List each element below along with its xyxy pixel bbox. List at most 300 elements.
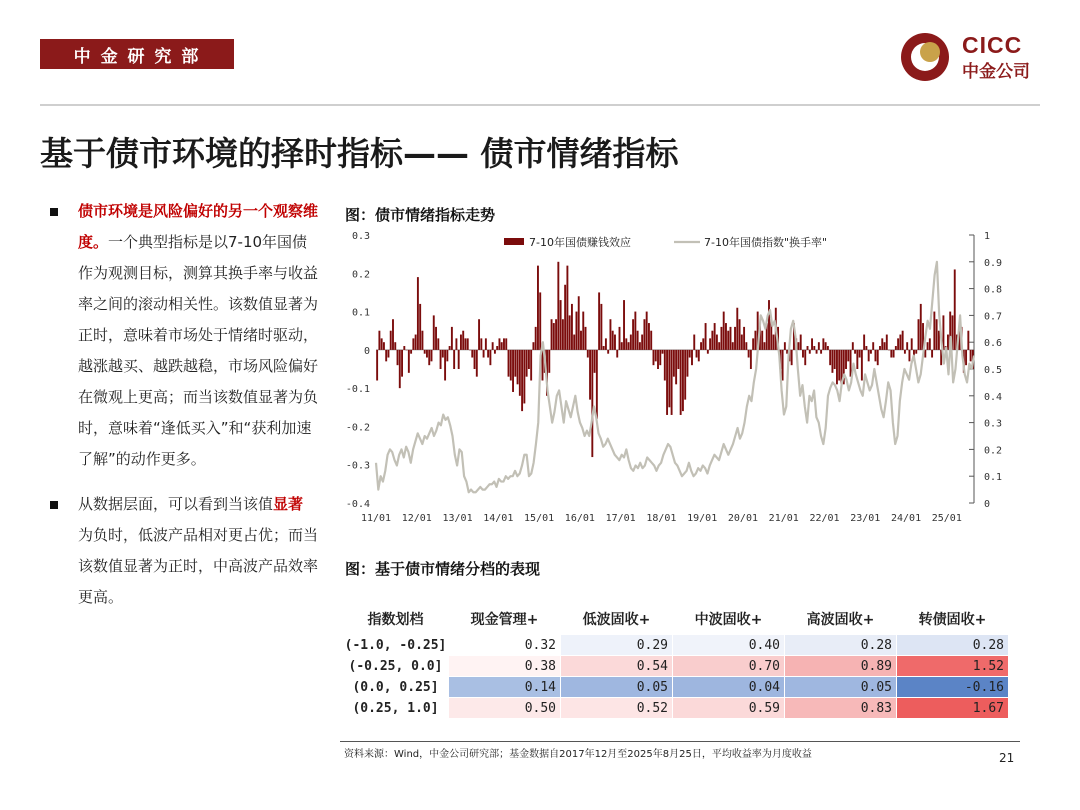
right-tick-label: 0.9 (984, 257, 1003, 269)
x-tick-label: 22/01 (809, 513, 840, 524)
x-tick-label: 12/01 (401, 513, 432, 524)
bar (462, 331, 464, 350)
bar (576, 312, 578, 350)
bar (890, 350, 892, 358)
bar (641, 335, 643, 350)
bar (421, 331, 423, 350)
table-cell: 0.50 (449, 698, 561, 719)
bar (625, 338, 627, 349)
left-tick-label: -0.2 (345, 422, 370, 434)
table-cell: 0.14 (449, 677, 561, 698)
bar (403, 346, 405, 350)
right-tick-label: 0.4 (984, 391, 1003, 403)
bar (385, 350, 387, 361)
bar (856, 350, 858, 369)
bar (433, 315, 435, 349)
table-row (343, 677, 1009, 698)
bar (836, 350, 838, 384)
table-cell: 0.40 (673, 635, 785, 656)
right-tick-label: 0.7 (984, 311, 1003, 323)
bullet-item-1 (48, 196, 318, 475)
bar (682, 350, 684, 411)
bar (474, 350, 476, 369)
bar (659, 350, 661, 365)
bar (508, 350, 510, 377)
bar (698, 350, 700, 361)
bar (585, 327, 587, 350)
bar (863, 335, 865, 350)
x-tick-label: 17/01 (605, 513, 636, 524)
right-tick-label: 0.8 (984, 284, 1003, 296)
bar (510, 350, 512, 381)
bar (811, 338, 813, 349)
bar (419, 304, 421, 350)
bar (539, 292, 541, 349)
bar (455, 338, 457, 349)
table-cell: 0.38 (449, 656, 561, 677)
bar (865, 346, 867, 350)
bar (868, 350, 870, 361)
bar (861, 350, 863, 381)
bar (714, 323, 716, 350)
bar (648, 323, 650, 350)
bar (621, 342, 623, 350)
bar (739, 319, 741, 350)
bar (725, 323, 727, 350)
bar (442, 350, 444, 358)
bar (417, 277, 419, 350)
x-tick-label: 16/01 (564, 513, 595, 524)
bar (634, 312, 636, 350)
bar (501, 342, 503, 350)
bar (809, 350, 811, 354)
bar (743, 327, 745, 350)
bar (643, 319, 645, 350)
bar (492, 342, 494, 350)
table-cell: 0.05 (785, 677, 897, 698)
bar (614, 335, 616, 350)
left-tick-label: 0 (363, 345, 370, 357)
page-title: 基于债市环境的择时指标—— 债市情绪指标 (40, 134, 679, 173)
table-title: 图：基于债市情绪分档的表现 (345, 560, 541, 578)
table-header-row (343, 604, 1009, 635)
row-bin-label: (-0.25, 0.0] (343, 656, 449, 677)
bar (791, 350, 793, 365)
right-axis (969, 231, 1002, 510)
bar (476, 350, 478, 377)
bar (820, 350, 822, 354)
left-tick-label: 0.3 (351, 231, 370, 242)
bar (970, 350, 972, 361)
bar (503, 338, 505, 349)
bar (557, 262, 559, 350)
bar (388, 350, 390, 358)
bar (920, 304, 922, 350)
bar (392, 319, 394, 350)
bar (548, 350, 550, 373)
table-cell: 0.04 (673, 677, 785, 698)
bar (596, 350, 598, 419)
bar (630, 335, 632, 350)
table-cell: 0.32 (449, 635, 561, 656)
line-series (376, 262, 974, 492)
bar (827, 346, 829, 350)
bar (458, 350, 460, 369)
bar (908, 350, 910, 361)
turnover-line (376, 262, 974, 492)
header-mid-vol: 中波固收+ (694, 612, 763, 628)
bar (965, 350, 967, 365)
bar (918, 319, 920, 350)
bar (709, 338, 711, 349)
bar (807, 346, 809, 350)
bar (598, 292, 600, 349)
bar (424, 350, 426, 354)
bar (519, 350, 521, 396)
bar (512, 350, 514, 392)
table-cell: 0.28 (785, 635, 897, 656)
header-cash-plus: 现金管理+ (470, 612, 539, 628)
bar (589, 350, 591, 400)
bar (471, 350, 473, 358)
bar (600, 304, 602, 350)
bar (394, 342, 396, 350)
bar (893, 350, 895, 358)
bar (560, 300, 562, 350)
bar (514, 350, 516, 377)
bar (564, 285, 566, 350)
bar (655, 350, 657, 361)
source-note: 资料来源：Wind，中金公司研究部；基金数据自2017年12月至2025年8月25日，平均收益率为月度收益 (344, 749, 812, 760)
bar (884, 342, 886, 350)
bar (628, 342, 630, 350)
left-tick-label: -0.1 (345, 384, 370, 396)
bar (632, 319, 634, 350)
bar (517, 350, 519, 384)
bar (911, 338, 913, 349)
bar (752, 338, 754, 349)
bar (954, 269, 956, 349)
bar (875, 350, 877, 361)
bullet-2-highlight: 显著 (273, 495, 304, 513)
page-number: 21 (999, 751, 1015, 765)
bar (505, 338, 507, 349)
bar (487, 350, 489, 358)
bar (773, 335, 775, 350)
bar (798, 342, 800, 350)
bar (446, 350, 448, 361)
bar (804, 350, 806, 365)
bar (854, 350, 856, 354)
bar (931, 350, 933, 358)
bar (736, 308, 738, 350)
bar (680, 350, 682, 415)
bar (748, 350, 750, 358)
bar (684, 350, 686, 400)
right-tick-label: 0.1 (984, 472, 1003, 484)
bar (741, 335, 743, 350)
bar (732, 342, 734, 350)
x-tick-label: 13/01 (442, 513, 473, 524)
right-tick-label: 0.3 (984, 418, 1003, 430)
bar (881, 338, 883, 349)
bar (768, 300, 770, 350)
table-cell: 0.70 (673, 656, 785, 677)
bar (532, 342, 534, 350)
bar (449, 346, 451, 350)
x-tick-label: 14/01 (483, 513, 514, 524)
bar (440, 350, 442, 369)
bar (412, 338, 414, 349)
bar (605, 338, 607, 349)
bar (376, 350, 378, 381)
left-tick-label: -0.3 (345, 460, 370, 472)
bar (967, 331, 969, 350)
logo-text-en: CICC (962, 32, 1023, 58)
bar (573, 335, 575, 350)
x-tick-label: 25/01 (931, 513, 962, 524)
bar (671, 350, 673, 415)
bar (705, 323, 707, 350)
bar (700, 342, 702, 350)
bullet-2-lead: 从数据层面，可以看到当该值 (78, 495, 274, 513)
right-tick-label: 1 (984, 231, 991, 242)
bullet-square-icon (50, 501, 58, 509)
bar (653, 350, 655, 365)
table-cell: 0.54 (561, 656, 673, 677)
table-cell: 0.83 (785, 698, 897, 719)
bar (938, 331, 940, 350)
bullet-1-highlight: 债市环境是风险偏好的另一个观察维度。 (78, 202, 319, 251)
bar (489, 350, 491, 365)
bar (612, 331, 614, 350)
bar (478, 319, 480, 350)
bar (408, 350, 410, 373)
x-tick-label: 11/01 (360, 513, 392, 524)
bar (460, 335, 462, 350)
bar (904, 350, 906, 354)
table-cell: 0.29 (561, 635, 673, 656)
bar (829, 350, 831, 365)
bar (764, 342, 766, 350)
left-axis (346, 231, 974, 510)
bar (702, 338, 704, 349)
bar (693, 335, 695, 350)
bar (428, 350, 430, 365)
bar (437, 338, 439, 349)
bar (496, 346, 498, 350)
table-cell: 0.28 (897, 635, 1009, 656)
header-low-vol: 低波固收+ (582, 612, 651, 628)
left-tick-label: 0.1 (351, 307, 370, 319)
bar (822, 338, 824, 349)
bar (906, 342, 908, 350)
bar (802, 350, 804, 358)
bar (662, 350, 664, 354)
bar (521, 350, 523, 411)
bar (607, 350, 609, 354)
chart-legend (504, 235, 827, 249)
bullet-2-text: 为负时，低波产品相对更占优；而当该数值显著为正时，中高波产品效率更高。 (78, 526, 319, 606)
x-tick-label: 23/01 (850, 513, 881, 524)
bar (677, 350, 679, 369)
bar (886, 335, 888, 350)
bar (872, 342, 874, 350)
bar (657, 350, 659, 369)
bar (784, 342, 786, 350)
bar (399, 350, 401, 388)
x-tick-label: 20/01 (727, 513, 759, 524)
right-tick-label: 0.6 (984, 338, 1003, 350)
bar (915, 350, 917, 354)
bar (535, 327, 537, 350)
bar (902, 331, 904, 350)
bar (639, 342, 641, 350)
bar (691, 350, 693, 365)
table-cell: -0.16 (897, 677, 1009, 698)
bullet-1-text: 一个典型指标是以7-10年国债作为观测目标，测算其换手率与收益率之间的滚动相关性。该数值显著为正时，意味着市场处于情绪时驱动，越涨越买、越跌越稳，市场风险偏好在微观上更高；而当该数值显著为负时，意味着“逢低买入”和“获利加速了解”的动作更多。 (78, 233, 319, 468)
bar (530, 350, 532, 381)
bar (689, 350, 691, 358)
legend-line-label: 7-10年国债指数"换手率" (704, 236, 828, 249)
x-axis (361, 513, 962, 524)
header-bin: 指数划档 (367, 612, 424, 628)
logo-text-cn: 中金公司 (962, 62, 1030, 82)
bar (526, 350, 528, 377)
legend-bar-label: 7-10年国债赚钱效应 (529, 236, 631, 249)
bar (727, 331, 729, 350)
bar (523, 350, 525, 404)
sentiment-chart (330, 222, 1030, 530)
bar (870, 350, 872, 354)
table-cell: 1.67 (897, 698, 1009, 719)
bar (879, 346, 881, 350)
bar (761, 331, 763, 350)
bar (838, 350, 840, 381)
table-cell: 0.59 (673, 698, 785, 719)
bar (845, 350, 847, 369)
bar (859, 350, 861, 358)
bar (569, 315, 571, 349)
left-tick-label: 0.2 (351, 269, 370, 281)
bullet-item-2 (48, 489, 318, 613)
bar (927, 342, 929, 350)
bar (716, 335, 718, 350)
bar (711, 331, 713, 350)
bar (415, 335, 417, 350)
bar (499, 338, 501, 349)
table-cell: 0.05 (561, 677, 673, 698)
bar (813, 346, 815, 350)
chart-title: 图：债市情绪指标走势 (345, 206, 496, 224)
bar (831, 350, 833, 373)
bar (587, 350, 589, 358)
bar (825, 342, 827, 350)
bar (594, 350, 596, 373)
bar (850, 350, 852, 377)
bar (483, 350, 485, 358)
x-tick-label: 19/01 (687, 513, 718, 524)
x-tick-label: 18/01 (646, 513, 677, 524)
bar (707, 350, 709, 354)
bar (591, 350, 593, 457)
bar (929, 338, 931, 349)
bar (383, 342, 385, 350)
bar (646, 312, 648, 350)
bar (480, 338, 482, 349)
bar (553, 323, 555, 350)
x-tick-label: 21/01 (768, 513, 799, 524)
bar (397, 350, 399, 365)
bar (664, 350, 666, 381)
bar (537, 266, 539, 350)
bar (718, 342, 720, 350)
bar (666, 350, 668, 415)
table-cell: 1.52 (897, 656, 1009, 677)
bar (551, 319, 553, 350)
bar (451, 327, 453, 350)
bar (899, 335, 901, 350)
bar (936, 319, 938, 350)
bar (895, 346, 897, 350)
bar (750, 350, 752, 369)
right-tick-label: 0 (984, 499, 991, 510)
bar (582, 312, 584, 350)
bar (578, 296, 580, 350)
header-convertible: 转债固收+ (918, 612, 987, 628)
bar (619, 327, 621, 350)
bar (444, 350, 446, 381)
row-bin-label: (0.0, 0.25] (343, 677, 449, 698)
bar (818, 342, 820, 350)
row-bin-label: (0.25, 1.0] (343, 698, 449, 719)
x-tick-label: 15/01 (524, 513, 555, 524)
bar (555, 319, 557, 350)
bar (566, 266, 568, 350)
header-divider (40, 104, 1040, 106)
bar (852, 342, 854, 350)
cicc-logo-mark-icon (900, 30, 956, 84)
bar (834, 350, 836, 369)
bar (623, 300, 625, 350)
bar (687, 350, 689, 377)
bar (800, 335, 802, 350)
header-high-vol: 高波固收+ (806, 612, 875, 628)
bar (730, 327, 732, 350)
bar (616, 350, 618, 358)
performance-table (342, 604, 1009, 719)
table-row (343, 656, 1009, 677)
bar (673, 350, 675, 377)
bullet-list (48, 196, 318, 613)
bar (378, 331, 380, 350)
bar (609, 319, 611, 350)
table-row (343, 698, 1009, 719)
bar (453, 350, 455, 369)
bar (723, 312, 725, 350)
bar (381, 338, 383, 349)
bar (782, 350, 784, 381)
bar (485, 338, 487, 349)
bar (467, 338, 469, 349)
bar (571, 304, 573, 350)
table-cell: 0.89 (785, 656, 897, 677)
bar (696, 350, 698, 358)
bullet-square-icon (50, 208, 58, 216)
bar (528, 350, 530, 369)
brand-label: 中 金 研 究 部 (40, 39, 234, 69)
table-cell: 0.52 (561, 698, 673, 719)
